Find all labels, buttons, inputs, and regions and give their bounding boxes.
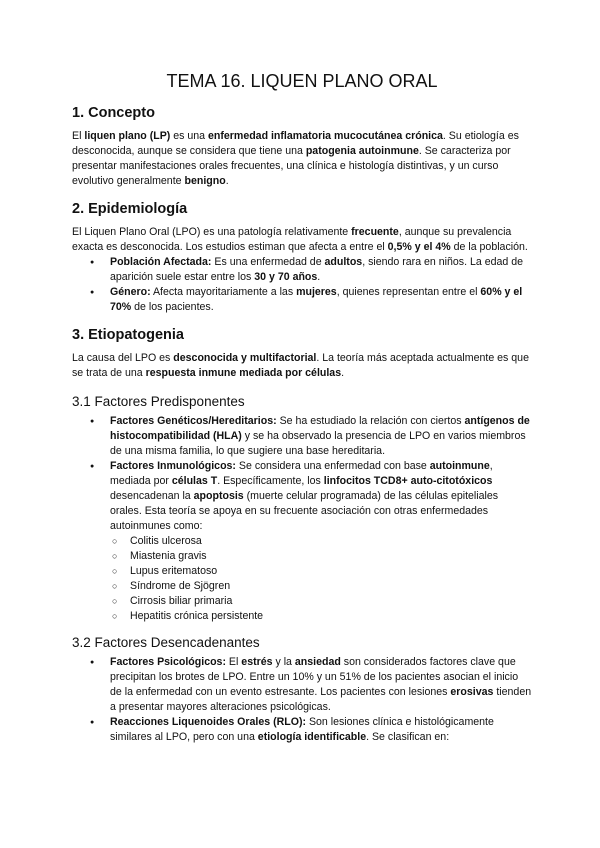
bold-text: frecuente [351,226,399,238]
list-item-sjogren: ○ Síndrome de Sjögren [110,579,532,594]
text: . Se clasifican en: [366,731,450,743]
list-item-miastenia: ○ Miastenia gravis [110,549,532,564]
text: El [72,130,85,142]
text: . Específicamente, los [217,475,324,487]
bullet-list [72,655,532,745]
text: , quienes representan entre el [336,286,481,298]
text: Se considera una enfermedad con base [235,460,430,472]
text: . La teoría más aceptada actualmente es que se trata de una [72,352,529,379]
bold-text: respuesta inmune mediada por células [145,367,342,379]
section-concepto [72,104,532,189]
bold-text: linfocitos TCD8+ auto-citotóxicos [323,475,493,487]
bold-text: desconocida y multifactorial [173,352,317,364]
text: La causa del LPO es [72,352,174,364]
text: son considerados factores clave que precipitan los brotes de LPO. Entre un 10% y un 51% de los pacientes asocian el inicio de la enfermedad con un evento estresante. Los pacientes con lesiones [110,656,519,698]
text: desencadenan la [110,490,194,502]
section-epidemiologia [72,200,532,315]
text: El Liquen Plano Oral (LPO) es una patología relativamente [72,226,352,238]
bold-text: liquen plano (LP) [84,130,171,142]
text: y se ha observado la presencia de LPO en varios miembros de una misma familia, lo que sugiere una base hereditaria. [110,430,526,457]
bold-text: Factores Genéticos/Hereditarios: [110,415,277,427]
text: y la [272,656,295,668]
list-item-colitis: ○ Colitis ulcerosa [110,534,532,549]
paragraph [72,225,532,255]
list-item [72,715,532,745]
section-heading: 2. Epidemiología [72,201,188,217]
text: . [317,271,321,283]
text: . Se caracteriza por presentar manifestaciones orales frecuentes, una clínica e histología distintivas, y un curso evolutivo generalmente [72,145,511,187]
bold-text: 0,5% y el 4% [387,241,451,253]
document-title: TEMA 16. LIQUEN PLANO ORAL [166,71,438,91]
bold-text: Género: [110,286,151,298]
list-item [72,414,532,459]
text: Afecta mayoritariamente a las [150,286,297,298]
bold-text: estrés [241,656,273,668]
text: El [225,656,242,668]
bold-text: Reacciones Liquenoides Orales (RLO): [110,716,307,728]
text: Es una enfermedad de [211,256,325,268]
text: Se ha estudiado la relación con ciertos [276,415,465,427]
bold-text: patogenia autoinmune [305,145,419,157]
list-item-cirrosis: ○ Cirrosis biliar primaria [110,594,532,609]
bold-text: Factores Psicológicos: [110,656,226,668]
document-page [72,70,532,745]
bold-text: células T [171,475,218,487]
subsection-heading: 3.1 Factores Predisponentes [72,394,245,409]
text: . [341,367,345,379]
text: , siendo rara en niños. La edad de aparición suele estar entre los [110,256,523,283]
bold-text: erosivas [450,686,494,698]
list-item [72,655,532,715]
text: es una [170,130,208,142]
list-item [72,459,532,624]
text: tienden a presentar mayores alteraciones psicológicas. [110,686,532,713]
bold-text: apoptosis [193,490,244,502]
section-heading: 1. Concepto [72,105,155,121]
text: de la población. [450,241,528,253]
list-item [72,255,532,285]
paragraph [72,129,532,189]
list-item-lupus: ○ Lupus eritematoso [110,564,532,579]
bold-text: 30 y 70 años [254,271,318,283]
list-item-hepatitis: ○ Hepatitis crónica persistente [110,609,532,624]
bold-text: etiología identificable [257,731,367,743]
text: de los pacientes. [131,301,214,313]
text: . Su etiología es desconocida, aunque se considera que tiene una [72,130,519,157]
text: (muerte celular programada) de las células epiteliales orales. Esta teoría se apoya en su frecuente asociación con otras enfermedades autoinmunes como: [110,490,499,532]
section-heading: 3. Etiopatogenia [72,327,184,343]
bold-text: enfermedad inflamatoria mucocutánea crónica [208,130,443,142]
bullet-list [72,414,532,624]
bold-text: autoinmune [429,460,490,472]
bold-text: antígenos de histocompatibilidad (HLA) [110,415,530,442]
bold-text: Población Afectada: [110,256,212,268]
text: , aunque su prevalencia exacta es desconocida. Los estudios estiman que afecta a entre el [72,226,512,253]
sub-list [110,534,532,624]
section-etiopatogenia [72,326,532,745]
bold-text: 60% y el 70% [110,286,523,313]
list-item [72,285,532,315]
bold-text: ansiedad [294,656,341,668]
paragraph [72,351,532,381]
bold-text: mujeres [296,286,337,298]
subsection-heading: 3.2 Factores Desencadenantes [72,635,260,650]
bold-text: benigno [184,175,226,187]
text: Son lesiones clínica e histológicamente similares al LPO, pero con una [110,716,494,743]
text: , mediada por [110,460,493,487]
text: . [225,175,229,187]
bold-text: adultos [324,256,363,268]
bullet-list [72,255,532,315]
bold-text: Factores Inmunológicos: [110,460,236,472]
